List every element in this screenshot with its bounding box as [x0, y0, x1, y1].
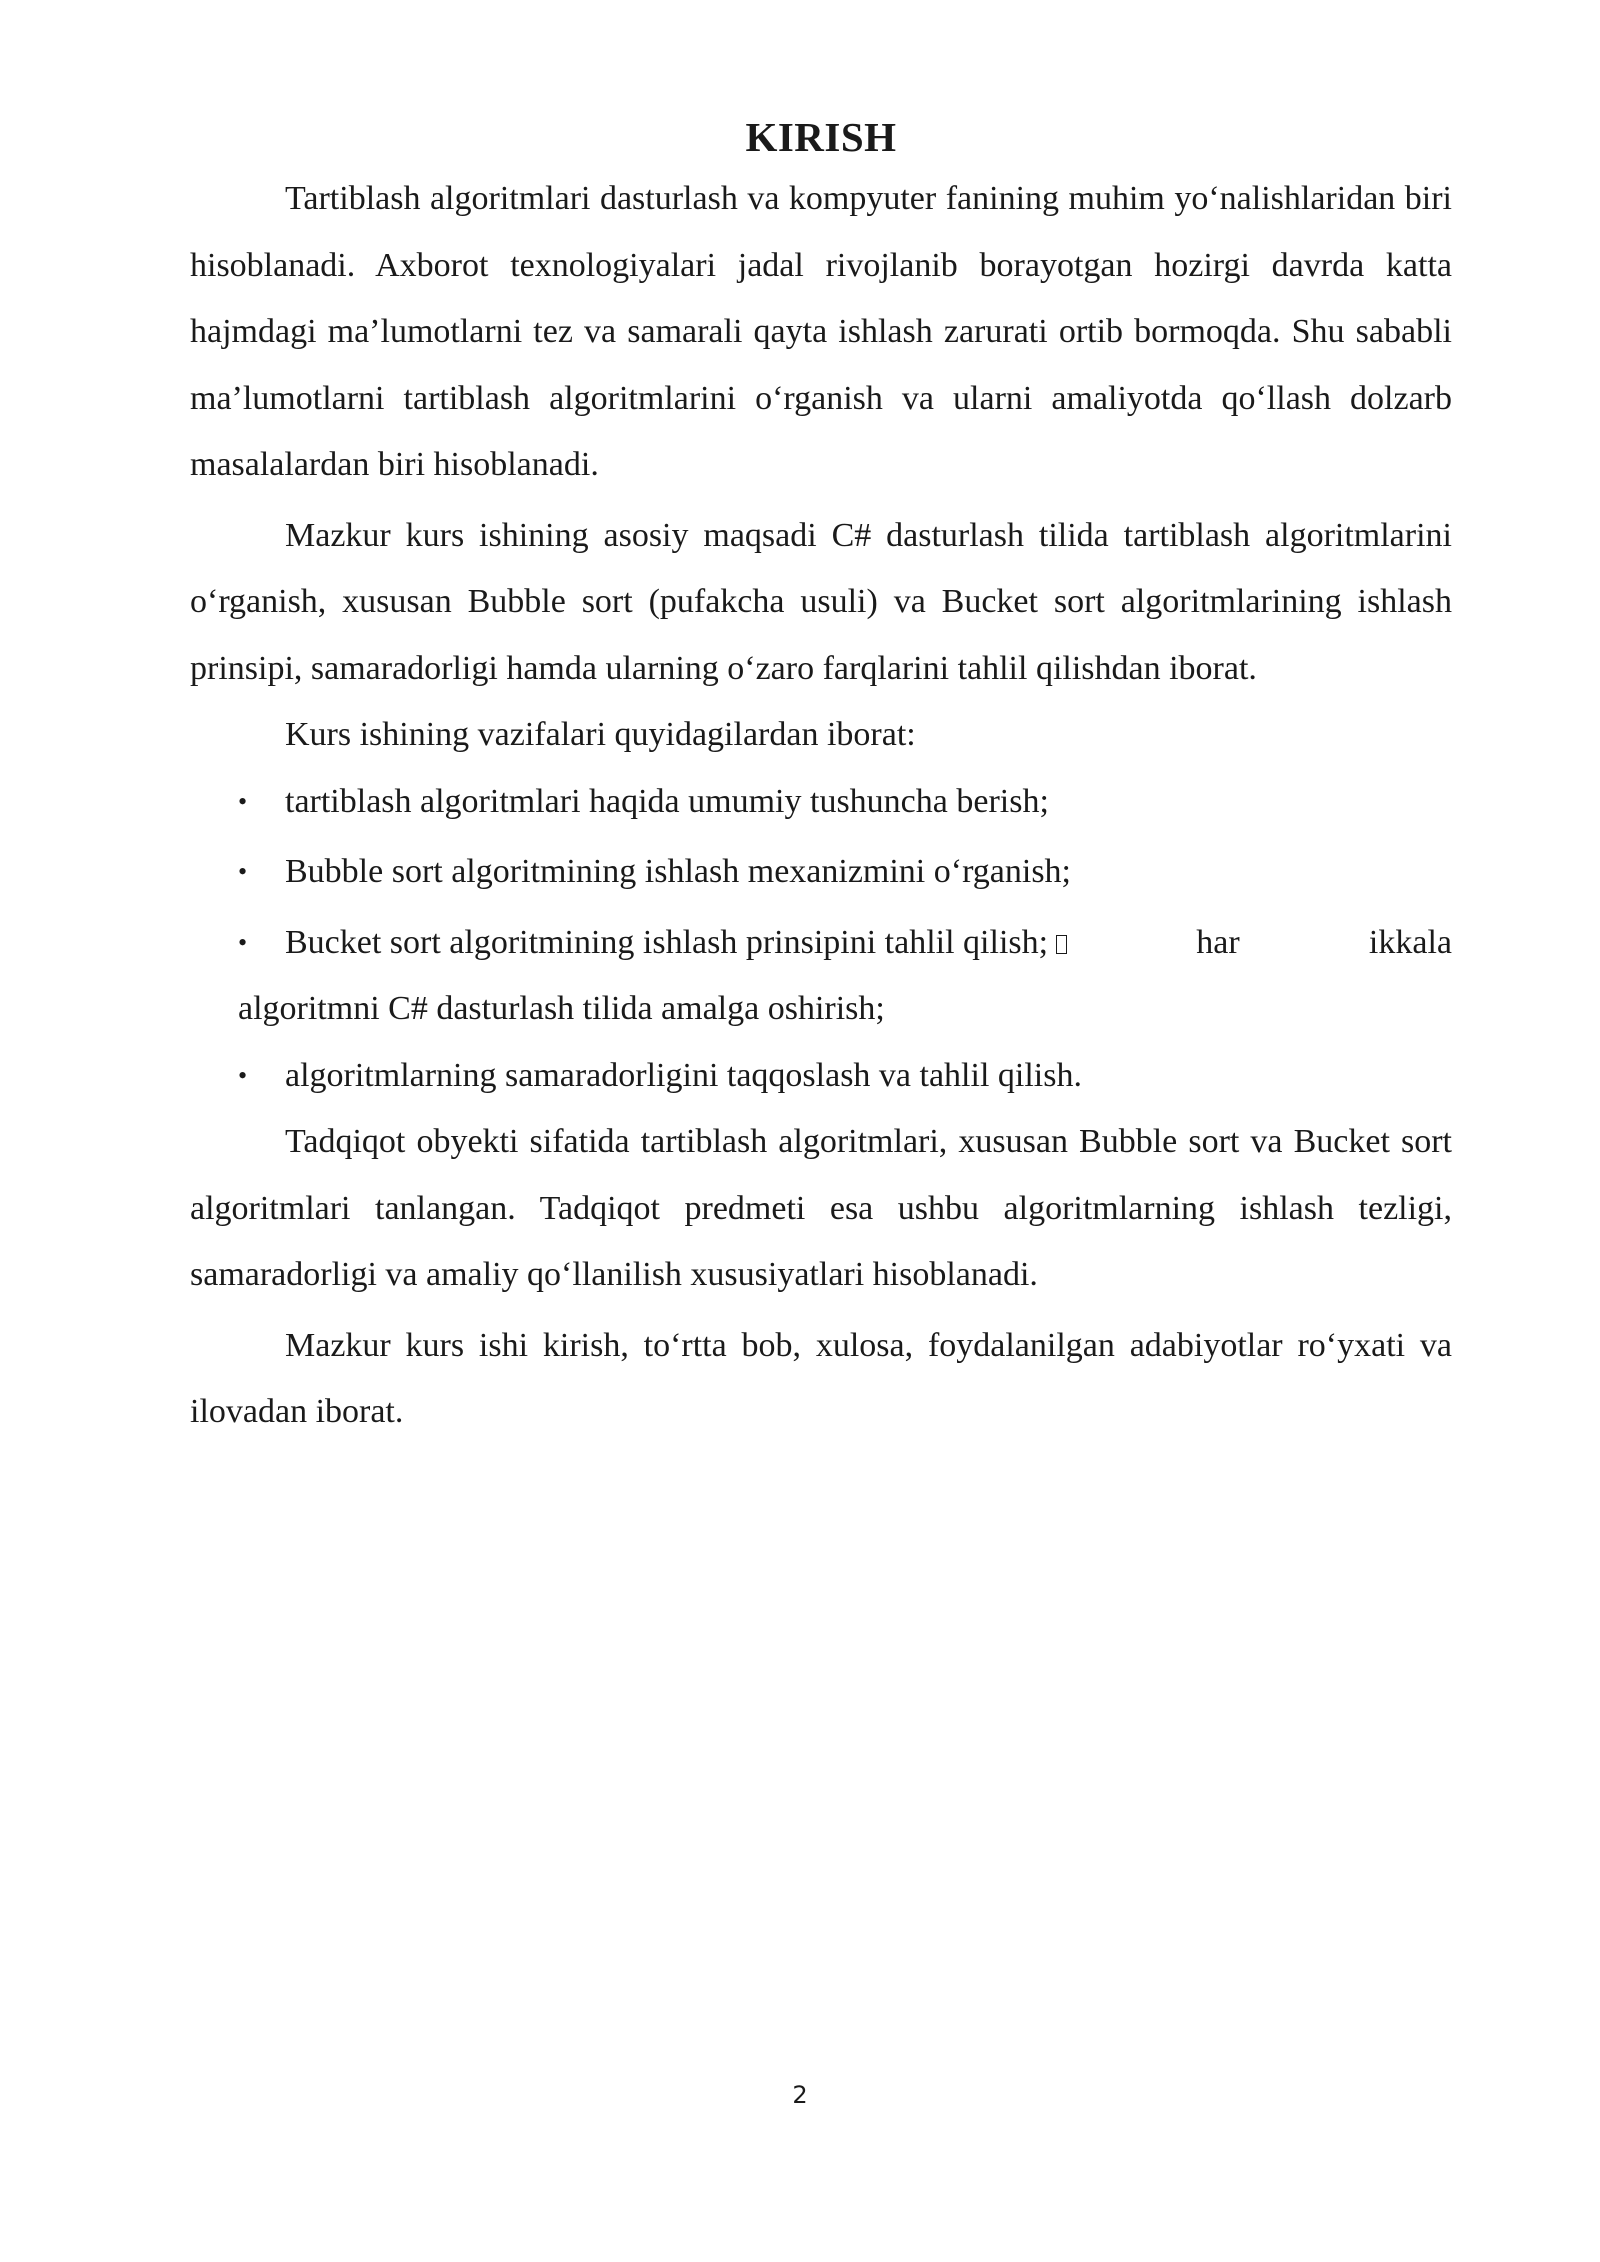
missing-glyph-icon	[1056, 935, 1067, 954]
tasks-list	[190, 769, 1452, 1110]
list-item-word: ikkala	[1368, 923, 1452, 961]
list-item-text: tartiblash algoritmlari haqida umumiy tushuncha berish;	[285, 782, 1049, 820]
page-number: 2	[792, 2081, 808, 2109]
list-item	[190, 839, 1452, 906]
list-item-word: har	[1196, 923, 1240, 961]
list-item-text: Bubble sort algoritmining ishlash mexanizmini o‘rganish;	[285, 853, 1072, 890]
list-item-text-wrapper	[285, 910, 1067, 977]
list-item-text: algoritmlarning samaradorligini taqqoslash va tahlil qilish.	[285, 1056, 1082, 1094]
goal-paragraph: Mazkur kurs ishining asosiy maqsadi C# dasturlash tilida tartiblash algoritmlarini o‘rganish, xususan Bubble sort (pufakcha usuli) va Bucket sort algoritmlarining ishlash prinsipi, samaradorligi hamda ularning o‘zaro farqlarini tahlil qilishdan iborat.	[190, 516, 1452, 687]
section-title: KIRISH	[745, 114, 897, 160]
list-item	[190, 769, 1452, 836]
bullet-icon: •	[238, 786, 248, 816]
list-item-first-line	[285, 910, 1452, 977]
list-item-text: Bucket sort algoritmining ishlash prinsipini tahlil qilish;	[285, 923, 1049, 961]
tasks-intro: Kurs ishining vazifalari quyidagilardan iborat:	[285, 716, 916, 753]
bullet-icon: •	[238, 927, 248, 957]
document-page	[190, 108, 1452, 1446]
list-item	[190, 1043, 1452, 1110]
intro-paragraph: Tartiblash algoritmlari dasturlash va kompyuter fanining muhim yo‘nalishlaridan biri hisoblanadi. Axborot texnologiyalari jadal rivojlanib borayotgan hozirgi davrda katta hajmdagi ma’lumotlarni tez va samarali qayta ishlash zarurati ortib bormoqda. Shu sababli ma’lumotlarni tartiblash algoritmlarini o‘rganish va ularni amaliyotda qo‘llash dolzarb masalalardan biri hisoblanadi.	[190, 180, 1452, 483]
list-item-continuation: algoritmni C# dasturlash tilida amalga oshirish;	[238, 990, 885, 1027]
bullet-icon: •	[238, 1060, 248, 1090]
research-paragraph: Tadqiqot obyekti sifatida tartiblash algoritmlari, xususan Bubble sort va Bucket sort algoritmlari tanlangan. Tadqiqot predmeti esa ushbu algoritmlarning ishlash tezligi, samaradorligi va amaliy qo‘llanilish xususiyatlari hisoblanadi.	[190, 1123, 1452, 1293]
bullet-icon: •	[238, 857, 248, 886]
structure-paragraph: Mazkur kurs ishi kirish, to‘rtta bob, xulosa, foydalanilgan adabiyotlar ro‘yxati va ilovadan iborat.	[190, 1326, 1452, 1430]
list-item	[190, 910, 1452, 1043]
